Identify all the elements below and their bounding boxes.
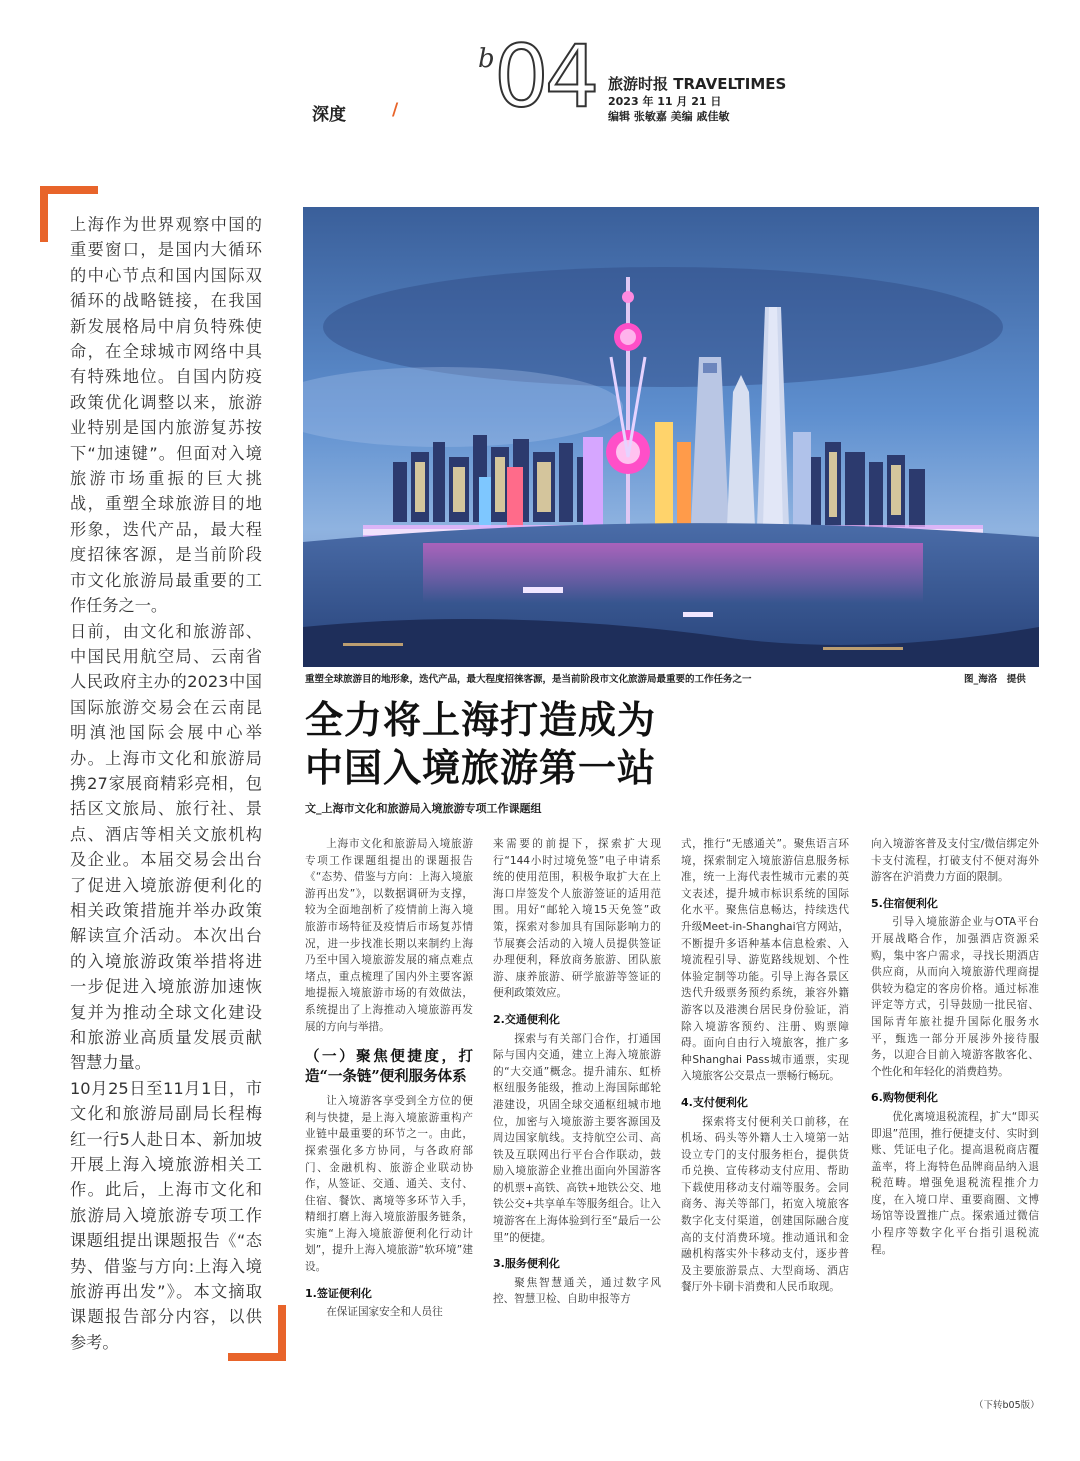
intro-text [70,212,262,1355]
body-paragraph: 引导入境旅游企业与OTA平台开展战略合作，加强酒店资源采购，集中客户需求，寻找长期酒店供应商，从而向入境旅游代理商提供较为稳定的客房价格。通过标准评定等方式，引导鼓励一批民宿、国际青年旅社提升国际化服务水平，甄选一部分开展涉外接待服务，以迎合目前入境游客散客化、个性化和年轻化的消费趋势。 [871,916,1039,1078]
body-paragraph: 聚焦智慧通关，通过数字风控、智慧卫检、自助申报等方 [493,1276,661,1306]
article-column-4 [871,836,1039,1258]
masthead-cn: 旅游时报 [608,75,669,93]
editors-line: 编辑 张敏嘉 美编 戚佳敏 [608,110,730,123]
body-paragraph: 来需要的前提下，探索扩大现行“144小时过境免签”电子申请系统的使用范围，积极争取扩大在上海口岸签发个人旅游签证的适用范围。用好“邮轮入境15天免签”政策，探索对参加具有国际影响力的节展赛会活动的入境人员提供签证办理便利，释放商务旅游、团队旅游、康养旅游、研学旅游等签证的便利政策效应。 [493,838,661,1000]
subsection-heading: 4.支付便利化 [681,1095,748,1109]
headline-line: 中国入境旅游第一站 [305,745,657,790]
subsection-heading: 2.交通便利化 [493,1012,560,1026]
section-slash: / [392,100,399,120]
article-column-2 [493,836,661,1308]
body-paragraph: 式，推行“无感通关”。聚焦语言环境，探索制定入境旅游信息服务标准，统一上海代表性城市元素的英文表述，提升城市标识系统的国际化水平。聚焦信息畅达，持续迭代升级Meet-in-Shanghai官方网站，不断提升多语种基本信息检索、入境流程引导、游览路线规划、个性体验定制等功能。引导上海各景区迭代升级票务预约系统，兼容外籍游客以及港澳台居民身份验证，消除入境游客预约、注册、购票障碍。面向自由行入境旅客，推广多种Shanghai Pass城市通票，实现入境旅客公交景点一票畅行畅玩。 [681,838,849,1083]
article-column-1 [305,836,473,1321]
body-paragraph: 探索与有关部门合作，打通国际与国内交通，建立上海入境旅游的“大交通”概念。提升浦东、虹桥枢纽服务能级，推动上海国际邮轮港建设，巩固全球交通枢纽城市地位，加密与入境旅游主要客源国及周边国家航线。支持航空公司、高铁及互联网出行平台合作联动，鼓励入境旅游企业推出面向外国游客的机票+高铁、高铁+地铁公交、地铁公交+共享单车等服务组合。让入境游客在上海体验到行至“最后一公里”的便捷。 [493,1032,661,1244]
section-tag: 深度 [312,105,346,125]
section-heading: （一）聚焦便捷度，打造“一条链”便利服务体系 [305,1048,473,1086]
body-paragraph: 优化离境退税流程，扩大“即买即退”范围，推行便捷支付、实时到账、凭证电子化。提高退税商店覆盖率，将上海特色品牌商品纳入退税范畴。增强免退税流程推介力度，在入境口岸、重要商圈、文博场馆等设置推广点。探索通过微信小程序等数字化平台指引退税流程。 [871,1110,1039,1256]
masthead-en: TRAVELTIMES [673,75,787,93]
bracket-bottom-right [228,1305,286,1361]
subsection-heading: 3.服务便利化 [493,1257,560,1271]
masthead [608,73,786,94]
body-paragraph: 让入境游客享受到全方位的便利与快捷，是上海入境旅游重构产业链中最重要的环节之一。由此，探索强化多方协同，与各政府部门、金融机构、旅游企业联动协作，从签证、交通、通关、支付、住宿、餐饮、离境等多环节入手，精细打磨上海入境旅游服务链条，实施“上海入境旅游便利化行动计划”，提升上海入境旅游“软环境”建设。 [305,1095,473,1274]
intro-paragraph: 日前，由文化和旅游部、中国民用航空局、云南省人民政府主办的2023中国国际旅游交易会在云南昆明滇池国际会展中心举办。上海市文化和旅游局携27家展商精彩亮相，包括区文旅局、旅行社、景点、酒店等相关文旅机构及企业。本届交易会出台了促进入境旅游便利化的相关政策措施并举办政策解读宣介活动。本次出台的入境旅游政策举措将进一步促进入境旅游加速恢复并为推动全球文化建设和旅游业高质量发展贡献智慧力量。 [70,621,262,1073]
subsection-heading: 6.购物便利化 [871,1091,938,1105]
intro-paragraph: 上海作为世界观察中国的重要窗口，是国内大循环的中心节点和国内国际双循环的战略链接，在我国新发展格局中肩负特殊使命，在全球城市网络中具有特殊地位。自国内防疫政策优化调整以来，旅游业特别是国内旅游复苏按下“加速键”。但面对入境旅游市场重振的巨大挑战，重塑全球旅游目的地形象，迭代产品，最大程度招徕客源，是当前阶段市文化旅游局最重要的工作任务之一。 [70,215,262,616]
photo-credit: 图_海洛 提供 [964,674,1026,685]
intro-paragraph: 10月25日至11月1日，市文化和旅游局副局长程梅红一行5人赴日本、新加坡开展上海入境旅游相关工作。此后，上海市文化和旅游局入境旅游专项工作课题组提出课题报告《“态势、借鉴与方向:上海入境旅游再出发”》。本文摘取课题报告部分内容，以供参考。 [70,1078,262,1352]
body-paragraph: 探索将支付便利关口前移，在机场、码头等外籍人士入境第一站设立专门的支付服务柜台，提供货币兑换、宣传移动支付应用、帮助下载使用移动支付端等服务。会同商务、海关等部门，拓宽入境旅客数字化支付渠道，创建国际融合度高的支付消费环境。推动通讯和金融机构落实外卡移动支付，逐步普及主要旅游景点、大型商场、酒店餐厅外卡刷卡消费和人民币取现。 [681,1115,849,1294]
body-paragraph: 上海市文化和旅游局入境旅游专项工作课题组提出的课题报告《“态势、借鉴与方向：上海入境旅游再出发”》，以数据调研为支撑，较为全面地剖析了疫情前上海入境旅游市场特征及疫情后市场复苏情况，进一步找准长期以来制约上海乃至中国入境旅游发展的痛点难点堵点，重点梳理了国内外主要客源地提振入境旅游市场的有效做法，系统提出了上海推动入境旅游再发展的方向与举措。 [305,838,473,1033]
page-prefix: b [478,44,495,74]
continued-note: （下转b05版） [974,1400,1040,1411]
body-paragraph: 向入境游客普及支付宝/微信绑定外卡支付流程，打破支付不便对海外游客在沪消费力方面的限制。 [871,838,1039,884]
subsection-heading: 1.签证便利化 [305,1286,372,1300]
headline-line: 全力将上海打造成为 [305,697,657,742]
byline: 文_上海市文化和旅游局入境旅游专项工作课题组 [305,802,542,815]
page-number: 04 [494,27,596,127]
photo-caption: 重塑全球旅游目的地形象，迭代产品，最大程度招徕客源，是当前阶段市文化旅游局最重要的工作任务之一 [305,674,752,685]
body-paragraph: 在保证国家安全和人员往 [326,1306,443,1319]
article-column-3 [681,836,849,1296]
shanghai-skyline-photo [303,207,1039,667]
publication-date: 2023 年 11 月 21 日 [608,95,722,108]
subsection-heading: 5.住宿便利化 [871,896,938,910]
article-headline [305,696,656,792]
